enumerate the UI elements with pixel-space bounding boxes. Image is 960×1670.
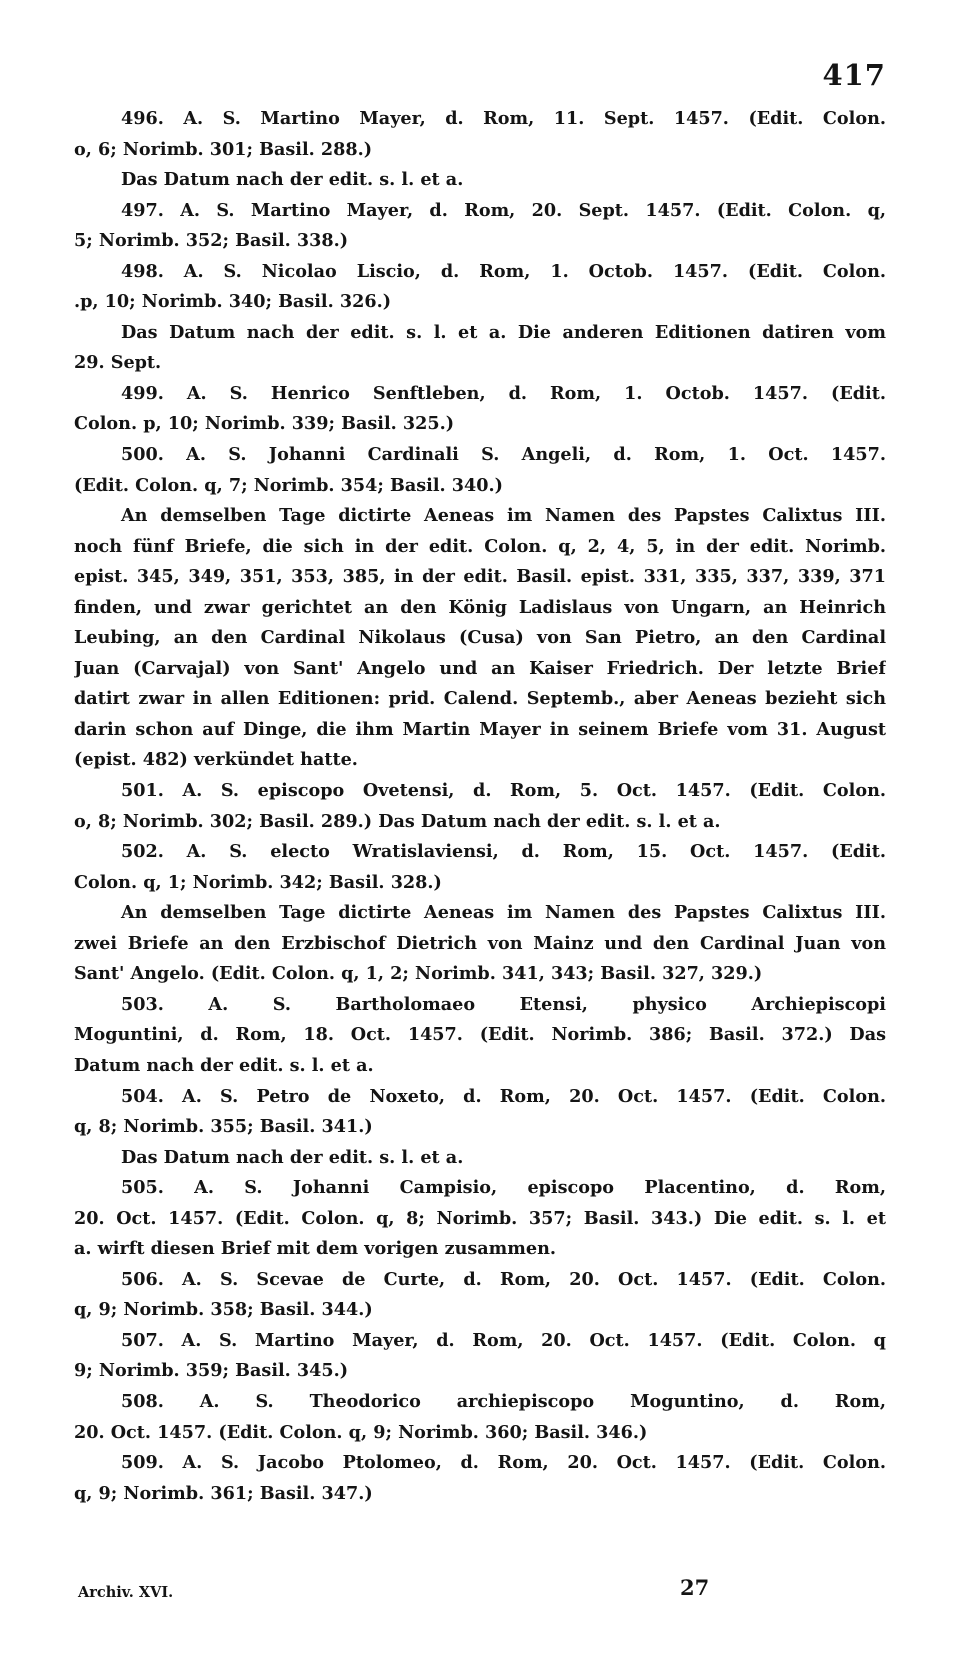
text-line: 504. A. S. Petro de Noxeto, d. Rom, 20. Oct. 1457. (Edit. Colon. (121, 1085, 886, 1107)
text-line: An demselben Tage dictirte Aeneas im Namen des Papstes Calixtus III. (121, 902, 886, 924)
text-line: Das Datum nach der edit. s. l. et a. (121, 169, 464, 191)
text-line: 29. Sept. (74, 352, 162, 374)
text-line: Datum nach der edit. s. l. et a. (74, 1054, 374, 1076)
text-line: darin schon auf Dinge, die ihm Martin Mayer in seinem Briefe vom 31. August (74, 718, 886, 740)
text-line: q, 8; Norimb. 355; Basil. 341.) (74, 1116, 373, 1138)
text-line: a. wirft diesen Brief mit dem vorigen zusammen. (74, 1238, 557, 1260)
text-line: (Edit. Colon. q, 7; Norimb. 354; Basil. 340.) (74, 474, 503, 496)
text-line: 501. A. S. episcopo Ovetensi, d. Rom, 5. Oct. 1457. (Edit. Colon. (121, 780, 886, 802)
page-number: 417 (822, 58, 886, 92)
text-line: o, 6; Norimb. 301; Basil. 288.) (74, 138, 373, 160)
text-line: Das Datum nach der edit. s. l. et a. (121, 1146, 464, 1168)
text-line: zwei Briefe an den Erzbischof Dietrich von Mainz und den Cardinal Juan von (74, 932, 886, 954)
text-line: An demselben Tage dictirte Aeneas im Namen des Papstes Calixtus III. (121, 505, 886, 527)
text-line: epist. 345, 349, 351, 353, 385, in der edit. Basil. epist. 331, 335, 337, 339, 371 (74, 566, 886, 588)
text-line: 508. A. S. Theodorico archiepiscopo Moguntino, d. Rom, (121, 1390, 886, 1412)
text-line: Leubing, an den Cardinal Nikolaus (Cusa) von San Pietro, an den Cardinal (74, 627, 886, 649)
text-line: o, 8; Norimb. 302; Basil. 289.) Das Datum nach der edit. s. l. et a. (74, 810, 721, 832)
text-line: 500. A. S. Johanni Cardinali S. Angeli, d. Rom, 1. Oct. 1457. (121, 444, 886, 466)
text-line: datirt zwar in allen Editionen: prid. Calend. Septemb., aber Aeneas bezieht sich (74, 688, 886, 710)
text-line: Das Datum nach der edit. s. l. et a. Die anderen Editionen datiren vom (121, 321, 886, 343)
text-line: (epist. 482) verkündet hatte. (74, 749, 358, 771)
text-line: 505. A. S. Johanni Campisio, episcopo Placentino, d. Rom, (121, 1177, 886, 1199)
text-line: 5; Norimb. 352; Basil. 338.) (74, 230, 349, 252)
text-line: 497. A. S. Martino Mayer, d. Rom, 20. Sept. 1457. (Edit. Colon. q, (121, 199, 886, 221)
footer-signature-mark: 27 (680, 1575, 710, 1600)
text-line: 496. A. S. Martino Mayer, d. Rom, 11. Sept. 1457. (Edit. Colon. (121, 108, 886, 129)
body-text (74, 104, 886, 1509)
text-line: Moguntini, d. Rom, 18. Oct. 1457. (Edit. Norimb. 386; Basil. 372.) Das (74, 1024, 886, 1046)
text-line: .p, 10; Norimb. 340; Basil. 326.) (74, 291, 392, 313)
footer-volume-label: Archiv. XVI. (78, 1584, 174, 1601)
text-line: 499. A. S. Henrico Senftleben, d. Rom, 1. Octob. 1457. (Edit. (121, 382, 886, 404)
text-line: q, 9; Norimb. 361; Basil. 347.) (74, 1482, 373, 1504)
text-line: 20. Oct. 1457. (Edit. Colon. q, 8; Norimb. 357; Basil. 343.) Die edit. s. l. et (74, 1207, 886, 1229)
text-line: 498. A. S. Nicolao Liscio, d. Rom, 1. Octob. 1457. (Edit. Colon. (121, 260, 886, 282)
text-line: q, 9; Norimb. 358; Basil. 344.) (74, 1299, 373, 1321)
text-line: 502. A. S. electo Wratislaviensi, d. Rom, 15. Oct. 1457. (Edit. (121, 841, 886, 863)
text-line: 507. A. S. Martino Mayer, d. Rom, 20. Oct. 1457. (Edit. Colon. q (121, 1329, 886, 1351)
text-line: 506. A. S. Scevae de Curte, d. Rom, 20. Oct. 1457. (Edit. Colon. (121, 1268, 886, 1290)
text-line: 9; Norimb. 359; Basil. 345.) (74, 1360, 349, 1382)
text-line: 509. A. S. Jacobo Ptolomeo, d. Rom, 20. Oct. 1457. (Edit. Colon. (121, 1452, 886, 1474)
text-line: finden, und zwar gerichtet an den König Ladislaus von Ungarn, an Heinrich (74, 596, 886, 618)
text-line: Juan (Carvajal) von Sant' Angelo und an Kaiser Friedrich. Der letzte Brief (74, 657, 886, 679)
text-line: 20. Oct. 1457. (Edit. Colon. q, 9; Norimb. 360; Basil. 346.) (74, 1421, 648, 1443)
text-line: Colon. p, 10; Norimb. 339; Basil. 325.) (74, 413, 455, 435)
text-line: Sant' Angelo. (Edit. Colon. q, 1, 2; Norimb. 341, 343; Basil. 327, 329.) (74, 963, 763, 985)
text-line: Colon. q, 1; Norimb. 342; Basil. 328.) (74, 871, 442, 893)
text-line: noch fünf Briefe, die sich in der edit. Colon. q, 2, 4, 5, in der edit. Norimb. (74, 535, 886, 557)
text-line: 503. A. S. Bartholomaeo Etensi, physico Archiepiscopi (121, 993, 886, 1015)
